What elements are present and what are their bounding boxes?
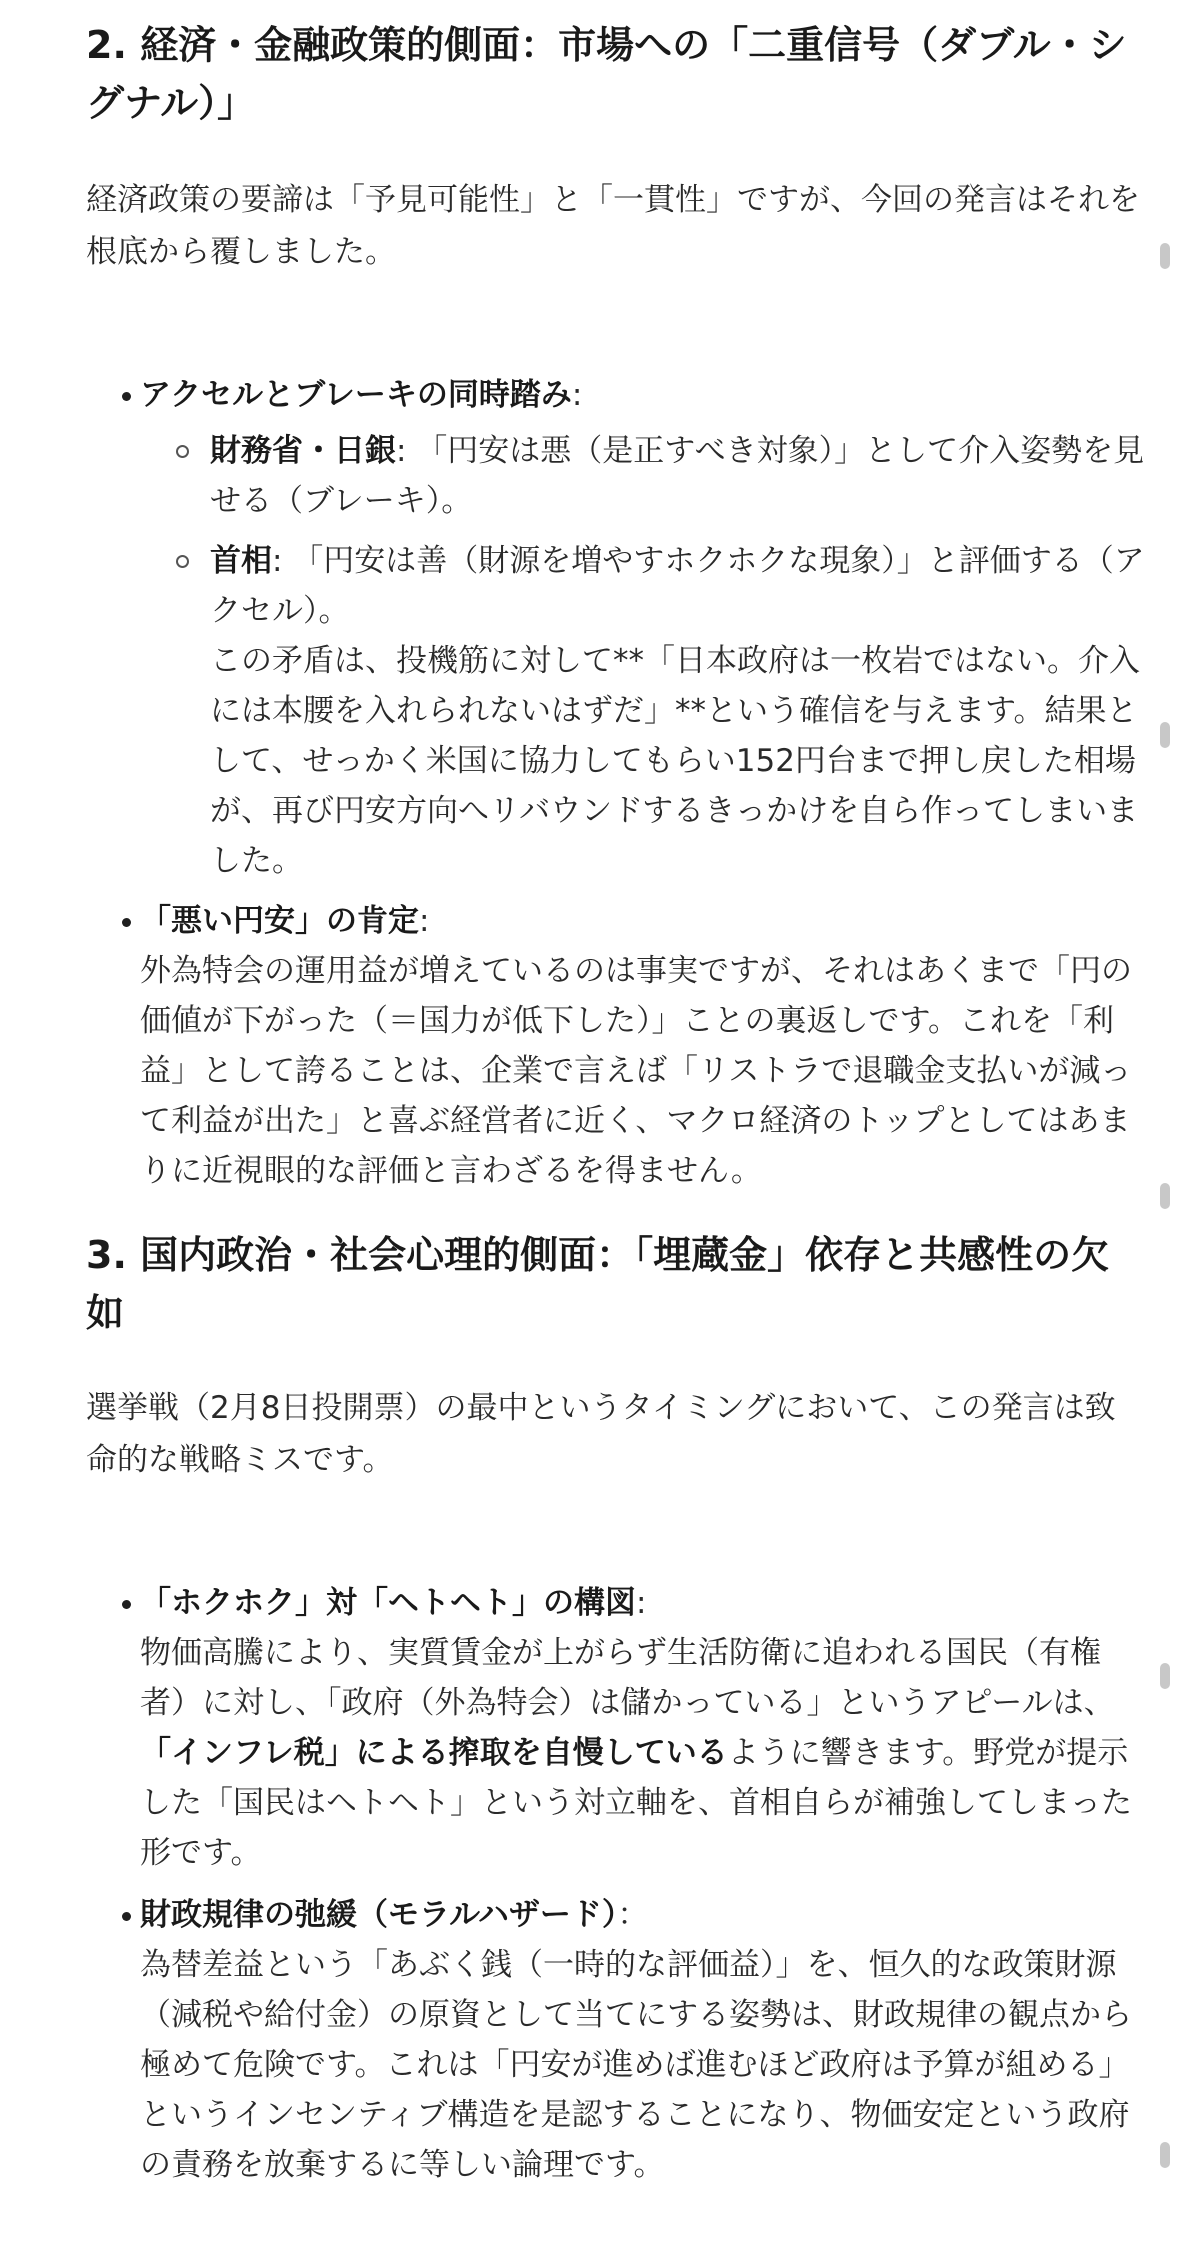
section-2-intro: 経済政策の要諦は「予見可能性」と「一貫性」ですが、今回の発言はそれを根底から覆しました。 <box>86 182 1140 270</box>
sub-bullet-continuation: この矛盾は、投機筋に対して**「日本政府は一枚岩ではない。介入には本腰を入れられないはずだ」**という確信を与えます。結果として、せっかく米国に協力してもらい152円台まで押し戻した相場が、再び円安方向へリバウンドするきっかけを自ら作ってしまいました。 <box>210 643 1140 879</box>
bullet-label: アクセルとブレーキの同時踏み <box>140 377 572 413</box>
scrollbar-thumb[interactable] <box>1160 722 1170 748</box>
section-2-list <box>86 370 1146 420</box>
sub-bullet-label: 財務省・日銀 <box>210 433 396 469</box>
scrollbar-thumb[interactable] <box>1160 1183 1170 1209</box>
bullet-label: 「悪い円安」の肯定 <box>140 903 419 939</box>
sub-bullet-colon: : <box>272 543 283 579</box>
bullet-colon: : <box>571 377 583 413</box>
scrollbar-thumb[interactable] <box>1160 2142 1170 2168</box>
bullet-text <box>140 1628 1146 1878</box>
scrollbar-thumb[interactable] <box>1160 1663 1170 1689</box>
article-content <box>86 16 1146 2190</box>
section-2-heading: 2. 経済・金融政策的側面：市場への「二重信号（ダブル・シグナル）」 <box>86 23 1127 125</box>
sub-list-item <box>86 536 1146 886</box>
section-2-sublist <box>86 426 1146 886</box>
sub-bullet-text: 「円安は善（財源を増やすホクホクな現象）」と評価する（アクセル）。 <box>210 543 1145 629</box>
section-3-intro: 選挙戦（2月8日投開票）の最中というタイミングにおいて、この発言は致命的な戦略ミスです。 <box>86 1390 1116 1478</box>
list-item <box>86 1890 1146 2190</box>
bullet-label: 財政規律の弛緩（モラルハザード） <box>140 1897 618 1933</box>
sub-bullet-text: 「円安は悪（是正すべき対象）」として介入姿勢を見せる（ブレーキ）。 <box>210 433 1145 519</box>
bullet-text: 外為特会の運用益が増えているのは事実ですが、それはあくまで「円の価値が下がった（＝国力が低下した）」ことの裏返しです。これを「利益」として誇ることは、企業で言えば「リストラで退職金支払いが減って利益が出た」と喜ぶ経営者に近く、マクロ経済のトップとしてはあまりに近視眼的な評価と言わざるを得ません。 <box>140 953 1132 1189</box>
list-item <box>86 370 1146 420</box>
section-3-list <box>86 1578 1146 2190</box>
bullet-text-b: ように響きます。野党が提示した「国民はヘトヘト」という対立軸を、首相自らが補強してしまった形です。 <box>140 1735 1132 1871</box>
section-3-heading: 3. 国内政治・社会心理的側面：「埋蔵金」依存と共感性の欠如 <box>86 1233 1110 1335</box>
bullet-text-emphasis: 「インフレ税」による搾取を自慢している <box>140 1735 728 1771</box>
section-2-list-cont <box>86 896 1146 1196</box>
bullet-colon: : <box>419 903 430 939</box>
bullet-text-a: 物価高騰により、実質賃金が上がらず生活防衛に追われる国民（有権者）に対し、「政府（外為特会）は儲かっている」というアピールは、 <box>140 1635 1115 1721</box>
bullet-text: 為替差益という「あぶく銭（一時的な評価益）」を、恒久的な政策財源（減税や給付金）の原資として当てにする姿勢は、財政規律の観点から極めて危険です。これは「円安が進めば進むほど政府は予算が組める」というインセンティブ構造を是認することになり、物価安定という政府の責務を放棄するに等しい論理です。 <box>140 1947 1132 2183</box>
bullet-colon: ： <box>617 1897 649 1933</box>
sub-list-item <box>86 426 1146 526</box>
bullet-label: 「ホクホク」対「ヘトヘト」の構図 <box>140 1585 636 1621</box>
bullet-colon: : <box>636 1585 647 1621</box>
list-item <box>86 896 1146 1196</box>
sub-bullet-colon: : <box>396 433 407 469</box>
scrollbar-thumb[interactable] <box>1160 243 1170 269</box>
list-item <box>86 1578 1146 1878</box>
sub-bullet-label: 首相 <box>210 543 272 579</box>
